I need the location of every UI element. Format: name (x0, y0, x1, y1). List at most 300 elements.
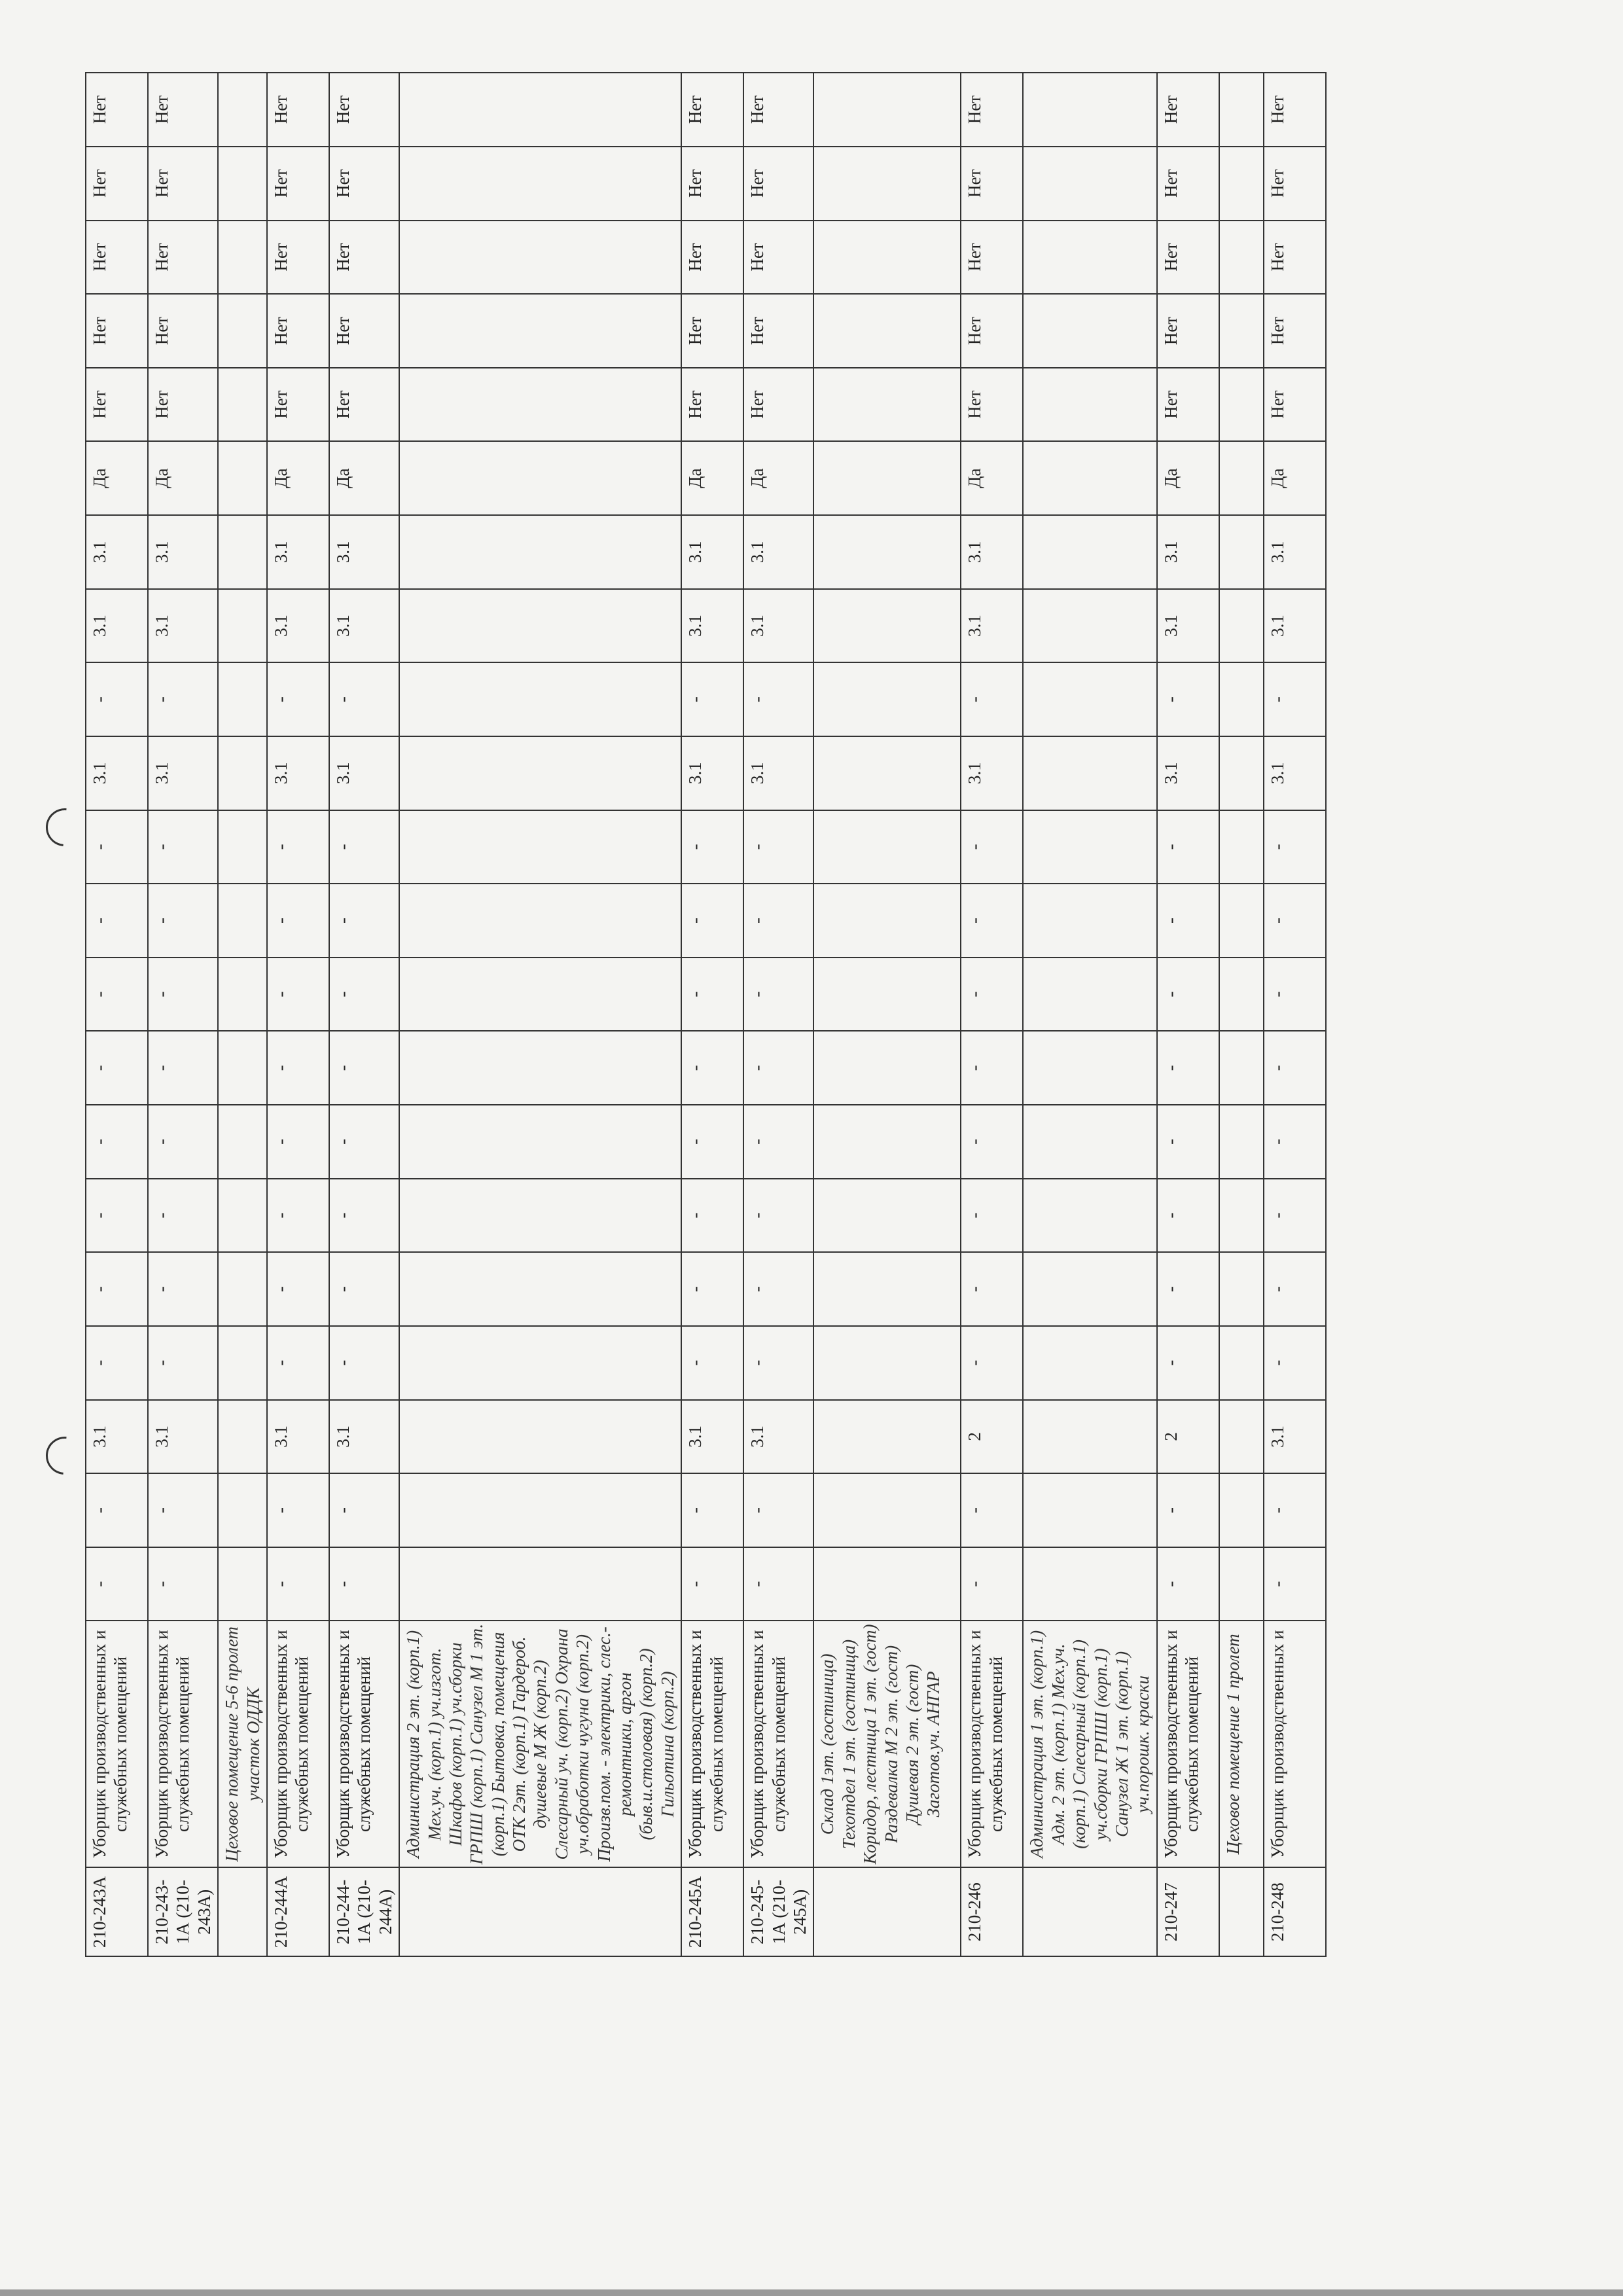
table-cell (399, 1326, 681, 1400)
table-cell: - (329, 1473, 399, 1547)
table-cell: Да (1264, 441, 1326, 515)
table-cell: 3.1 (86, 589, 148, 663)
table-cell: - (961, 958, 1023, 1031)
table-cell: 3.1 (681, 515, 743, 589)
table-cell: Нет (961, 368, 1023, 442)
table-cell (813, 662, 961, 736)
table-cell: - (1264, 1547, 1326, 1621)
table-cell: - (681, 1031, 743, 1105)
table-cell: - (86, 1252, 148, 1326)
table-cell: - (961, 884, 1023, 958)
table-cell: - (267, 1547, 329, 1621)
workplace-code (1219, 1867, 1264, 1956)
table-cell (1023, 736, 1156, 810)
table-cell: 2 (961, 1400, 1023, 1474)
premises-description: Администрация 2 эт. (корп.1) Мех.уч. (корп.1) уч.изгот. Шкафов (корп.1) уч.сборки ГРПШ (корп.1) Санузел М 1 эт. (корп.1) Бытовка, помещения ОТК 2эт. (корп.1) Гардероб. душевые М Ж (корп.2) Слесарный уч. (корп.2) Охрана уч.обработки чугуна (корп.2) Произв.пом. - электрики, слес.-ремонтники, аргон (быв.и.столовая) (корп.2) Гильотина (корп.2) (399, 1621, 681, 1867)
table-cell: Нет (329, 221, 399, 295)
table-cell: Нет (1157, 294, 1219, 368)
table-cell: Нет (743, 368, 813, 442)
table-cell: 3.1 (86, 515, 148, 589)
table-cell (813, 736, 961, 810)
table-cell (1219, 958, 1264, 1031)
table-cell: - (267, 662, 329, 736)
table-cell: - (1157, 958, 1219, 1031)
table-cell: - (961, 662, 1023, 736)
table-cell: - (743, 1252, 813, 1326)
table-cell: Нет (86, 73, 148, 147)
table-cell (813, 1105, 961, 1179)
table-cell (1219, 1179, 1264, 1253)
table-cell (218, 1326, 267, 1400)
table-cell (1219, 73, 1264, 147)
table-cell: - (148, 958, 218, 1031)
table-cell (1023, 1547, 1156, 1621)
table-cell (399, 1547, 681, 1621)
table-cell (813, 1031, 961, 1105)
table-cell: 3.1 (1264, 589, 1326, 663)
table-cell: Нет (1264, 147, 1326, 221)
table-cell: Нет (1264, 73, 1326, 147)
table-cell: - (1264, 884, 1326, 958)
table-cell: Нет (681, 294, 743, 368)
premises-description: Цеховое помещение 1 пролет (1219, 1621, 1264, 1867)
table-cell (813, 810, 961, 884)
table-cell (218, 884, 267, 958)
workplace-code: 210-244-1А (210-244А) (329, 1867, 399, 1956)
table-cell: - (1264, 1031, 1326, 1105)
table-cell: - (1264, 1473, 1326, 1547)
table-cell: - (329, 1105, 399, 1179)
table-cell: - (329, 958, 399, 1031)
table-cell: - (329, 884, 399, 958)
table-cell (1219, 515, 1264, 589)
table-cell: - (86, 1179, 148, 1253)
table-cell (218, 73, 267, 147)
table-cell: - (329, 1031, 399, 1105)
table-cell (1023, 294, 1156, 368)
table-cell: 3.1 (961, 515, 1023, 589)
workplace-code (218, 1867, 267, 1956)
table-row (399, 73, 681, 1956)
table-cell: - (1264, 1326, 1326, 1400)
table-cell: Нет (1264, 294, 1326, 368)
job-title: Уборщик производственных и служебных помещений (86, 1621, 148, 1867)
table-cell: Нет (1264, 368, 1326, 442)
table-cell (813, 221, 961, 295)
table-cell: Нет (267, 147, 329, 221)
table-cell: - (148, 1473, 218, 1547)
table-cell (813, 884, 961, 958)
table-cell (399, 147, 681, 221)
table-cell (813, 1179, 961, 1253)
table-cell: Да (1157, 441, 1219, 515)
table-cell: - (743, 958, 813, 1031)
table-cell (218, 1473, 267, 1547)
table-cell: Нет (681, 147, 743, 221)
table-cell: - (329, 810, 399, 884)
table-cell: - (681, 1179, 743, 1253)
table-cell: Нет (329, 73, 399, 147)
punch-hole-mark (38, 1429, 92, 1482)
table-row (743, 73, 813, 1956)
table-cell (1023, 1105, 1156, 1179)
table-cell: Да (681, 441, 743, 515)
table-cell: Да (743, 441, 813, 515)
table-cell: - (743, 1473, 813, 1547)
table-cell: Нет (743, 294, 813, 368)
job-title: Уборщик производственных и служебных помещений (681, 1621, 743, 1867)
table-cell: - (148, 662, 218, 736)
table-cell: - (961, 1473, 1023, 1547)
table-cell (813, 1326, 961, 1400)
table-cell (1219, 1400, 1264, 1474)
table-cell: - (148, 1179, 218, 1253)
table-cell (1023, 368, 1156, 442)
table-cell: Нет (1157, 368, 1219, 442)
table-cell (1023, 73, 1156, 147)
table-cell: Да (961, 441, 1023, 515)
table-cell (1219, 810, 1264, 884)
table-cell: Нет (267, 294, 329, 368)
table-cell (218, 221, 267, 295)
table-cell: - (86, 884, 148, 958)
table-cell: 3.1 (267, 515, 329, 589)
workplace-code (813, 1867, 961, 1956)
table-cell: - (86, 1547, 148, 1621)
table-cell: - (86, 662, 148, 736)
table-cell: - (267, 1031, 329, 1105)
table-cell: - (329, 1547, 399, 1621)
table-cell: - (267, 810, 329, 884)
table-cell: 3.1 (329, 515, 399, 589)
table-cell: - (267, 1473, 329, 1547)
table-cell: 3.1 (1157, 515, 1219, 589)
table-cell: 3.1 (1264, 515, 1326, 589)
workplace-code: 210-247 (1157, 1867, 1219, 1956)
table-cell: Нет (148, 368, 218, 442)
table-cell (218, 1179, 267, 1253)
table-cell: - (681, 884, 743, 958)
table-cell (399, 294, 681, 368)
table-cell: - (681, 662, 743, 736)
table-cell (1219, 368, 1264, 442)
table-cell: Нет (148, 73, 218, 147)
table-cell (218, 441, 267, 515)
table-cell (1023, 1252, 1156, 1326)
table-cell: 3.1 (148, 515, 218, 589)
table-cell: - (1264, 810, 1326, 884)
table-cell (813, 958, 961, 1031)
table-cell (218, 662, 267, 736)
table-cell (1219, 662, 1264, 736)
table-cell: - (681, 1326, 743, 1400)
table-cell: Да (86, 441, 148, 515)
table-cell: 3.1 (148, 1400, 218, 1474)
table-cell (813, 1473, 961, 1547)
table-cell: Нет (743, 221, 813, 295)
table-cell: - (743, 1179, 813, 1253)
table-cell (399, 441, 681, 515)
table-cell: - (86, 810, 148, 884)
table-cell: Да (148, 441, 218, 515)
table-cell: - (961, 1547, 1023, 1621)
workplace-code: 210-244А (267, 1867, 329, 1956)
table-cell (218, 147, 267, 221)
table-cell (1023, 1473, 1156, 1547)
table-row (1157, 73, 1219, 1956)
table-cell: 3.1 (681, 736, 743, 810)
table-row (329, 73, 399, 1956)
table-cell: Нет (681, 73, 743, 147)
table-cell (399, 810, 681, 884)
table-cell: - (267, 884, 329, 958)
table-cell (813, 1252, 961, 1326)
table-cell: Да (329, 441, 399, 515)
table-cell: - (743, 1031, 813, 1105)
table-cell (813, 1400, 961, 1474)
table-cell (1219, 589, 1264, 663)
workplace-code: 210-246 (961, 1867, 1023, 1956)
table-cell (1023, 441, 1156, 515)
table-cell: - (329, 662, 399, 736)
table-cell: - (681, 1252, 743, 1326)
table-cell: - (86, 1105, 148, 1179)
table-cell (813, 368, 961, 442)
table-row (1023, 73, 1156, 1956)
table-cell: 3.1 (961, 589, 1023, 663)
table-cell: - (329, 1252, 399, 1326)
table-cell: - (681, 958, 743, 1031)
table-cell (1023, 1031, 1156, 1105)
table-cell: - (961, 1252, 1023, 1326)
table-cell (1219, 441, 1264, 515)
table-cell: - (743, 810, 813, 884)
table-cell (1219, 1473, 1264, 1547)
table-cell (1023, 662, 1156, 736)
table-cell: - (961, 810, 1023, 884)
table-cell: 3.1 (681, 1400, 743, 1474)
table-cell (1219, 1031, 1264, 1105)
workplace-code: 210-245-1А (210-245А) (743, 1867, 813, 1956)
table-cell (1219, 294, 1264, 368)
table-cell: - (329, 1326, 399, 1400)
table-cell: - (148, 1031, 218, 1105)
table-cell: - (1264, 958, 1326, 1031)
table-cell: 3.1 (329, 1400, 399, 1474)
table-row (86, 73, 148, 1956)
table-cell (1023, 515, 1156, 589)
table-cell: - (681, 1105, 743, 1179)
premises-description: Склад 1эт. (гостиница) Техотдел 1 эт. (гостиница) Коридор, лестница 1 эт. (гост) Раздевалка М 2 эт. (гост) Душевая 2 эт. (гост) Заготов.уч. АНГАР (813, 1621, 961, 1867)
table-cell: Нет (961, 147, 1023, 221)
workplace-code (399, 1867, 681, 1956)
table-cell: - (1157, 1179, 1219, 1253)
table-cell: 3.1 (267, 589, 329, 663)
table-cell: 3.1 (1157, 589, 1219, 663)
scan-edge (0, 2289, 1623, 2296)
table-cell (1219, 1105, 1264, 1179)
table-cell (813, 73, 961, 147)
table-cell: Нет (1157, 147, 1219, 221)
table-cell: 3.1 (329, 736, 399, 810)
table-cell: - (1157, 662, 1219, 736)
table-cell: 3.1 (267, 1400, 329, 1474)
table-cell (399, 73, 681, 147)
table-cell: 3.1 (86, 736, 148, 810)
table-row (813, 73, 961, 1956)
table-cell (1219, 221, 1264, 295)
table-cell: Нет (961, 294, 1023, 368)
table-cell: - (1264, 1252, 1326, 1326)
table-cell: Нет (961, 73, 1023, 147)
table-cell (1219, 147, 1264, 221)
table-cell: - (86, 1326, 148, 1400)
table-cell (1219, 736, 1264, 810)
table-cell (1023, 589, 1156, 663)
table-cell (399, 221, 681, 295)
punch-hole-mark (38, 800, 92, 854)
table-cell (399, 368, 681, 442)
table-cell: - (86, 1031, 148, 1105)
assessment-table (85, 72, 1327, 1957)
table-cell: - (148, 884, 218, 958)
table-cell (399, 1400, 681, 1474)
table-cell: 3.1 (267, 736, 329, 810)
table-row (218, 73, 267, 1956)
table-cell (1023, 1326, 1156, 1400)
table-cell: 2 (1157, 1400, 1219, 1474)
table-cell (218, 1400, 267, 1474)
table-cell: 3.1 (148, 589, 218, 663)
table-cell (218, 1105, 267, 1179)
table-cell (399, 1179, 681, 1253)
table-cell: - (1157, 1031, 1219, 1105)
table-cell (218, 810, 267, 884)
table-cell (399, 958, 681, 1031)
table-cell (813, 294, 961, 368)
table-cell: - (743, 1326, 813, 1400)
table-cell: - (267, 1105, 329, 1179)
table-row (681, 73, 743, 1956)
table-cell (1023, 810, 1156, 884)
table-row (961, 73, 1023, 1956)
table-cell: - (148, 1547, 218, 1621)
table-cell: - (681, 810, 743, 884)
table-cell: - (1157, 1547, 1219, 1621)
table-cell (813, 1547, 961, 1621)
job-title: Уборщик производственных и служебных помещений (743, 1621, 813, 1867)
table-cell (1023, 147, 1156, 221)
table-cell (1023, 1179, 1156, 1253)
table-row (148, 73, 218, 1956)
table-cell: 3.1 (961, 736, 1023, 810)
job-title: Уборщик производственных и служебных помещений (267, 1621, 329, 1867)
table-cell: Нет (1157, 73, 1219, 147)
table-cell (1023, 1400, 1156, 1474)
table-cell: - (86, 1473, 148, 1547)
table-cell (399, 589, 681, 663)
table-cell (1023, 221, 1156, 295)
table-cell: - (1157, 810, 1219, 884)
table-cell: Нет (961, 221, 1023, 295)
table-cell: Нет (148, 294, 218, 368)
table-cell: 3.1 (1264, 736, 1326, 810)
table-cell: Нет (329, 368, 399, 442)
table-cell: - (1157, 1326, 1219, 1400)
table-cell: - (148, 1105, 218, 1179)
table-cell: Нет (148, 147, 218, 221)
table-cell: Нет (267, 368, 329, 442)
table-row (1219, 73, 1264, 1956)
table-cell: - (86, 958, 148, 1031)
table-cell (399, 1031, 681, 1105)
table-cell (218, 515, 267, 589)
table-cell: Нет (743, 147, 813, 221)
job-title: Уборщик производственных и служебных помещений (1157, 1621, 1219, 1867)
table-cell (399, 736, 681, 810)
table-cell: - (743, 1547, 813, 1621)
table-cell (813, 589, 961, 663)
table-cell: - (743, 1105, 813, 1179)
table-cell: Нет (86, 294, 148, 368)
table-cell: 3.1 (743, 1400, 813, 1474)
table-cell: 3.1 (743, 515, 813, 589)
table-cell: Нет (1157, 221, 1219, 295)
table-cell: 3.1 (743, 589, 813, 663)
table-cell (399, 884, 681, 958)
job-title: Уборщик производственных и служебных помещений (329, 1621, 399, 1867)
table-cell: 3.1 (86, 1400, 148, 1474)
table-cell (1219, 1252, 1264, 1326)
table-cell: 3.1 (681, 589, 743, 663)
table-cell: 3.1 (1157, 736, 1219, 810)
table-cell: Да (267, 441, 329, 515)
table-cell: - (267, 958, 329, 1031)
table-cell: - (267, 1179, 329, 1253)
table-cell (218, 958, 267, 1031)
workplace-code (1023, 1867, 1156, 1956)
table-cell (1219, 884, 1264, 958)
table-cell (218, 736, 267, 810)
table-cell (813, 441, 961, 515)
workplace-code: 210-243А (86, 1867, 148, 1956)
table-cell: Нет (681, 221, 743, 295)
table-cell (218, 368, 267, 442)
table-cell (218, 294, 267, 368)
table-cell: - (267, 1252, 329, 1326)
table-cell (1219, 1326, 1264, 1400)
table-cell (399, 662, 681, 736)
table-cell: Нет (267, 221, 329, 295)
table-cell: - (1157, 1473, 1219, 1547)
table-cell: - (148, 810, 218, 884)
table-cell: - (267, 1326, 329, 1400)
table-cell: - (1264, 1179, 1326, 1253)
table-cell: Нет (267, 73, 329, 147)
table-cell (218, 1547, 267, 1621)
table-cell: - (1157, 884, 1219, 958)
premises-description: Администрация 1 эт. (корп.1) Адм. 2 эт. (корп.1) Мех.уч. (корп.1) Слесарный (корп.1) уч.сборки ГРПШ (корп.1) Санузел Ж 1 эт. (корп.1) уч.порошк. краски (1023, 1621, 1156, 1867)
table-cell: Нет (86, 221, 148, 295)
job-title: Уборщик производственных и (1264, 1621, 1326, 1867)
table-cell: - (743, 884, 813, 958)
table-cell (1219, 1547, 1264, 1621)
table-cell: - (961, 1031, 1023, 1105)
workplace-code: 210-243-1А (210-243А) (148, 1867, 218, 1956)
job-title: Уборщик производственных и служебных помещений (961, 1621, 1023, 1867)
table-cell: - (1264, 662, 1326, 736)
table-cell: Нет (86, 147, 148, 221)
